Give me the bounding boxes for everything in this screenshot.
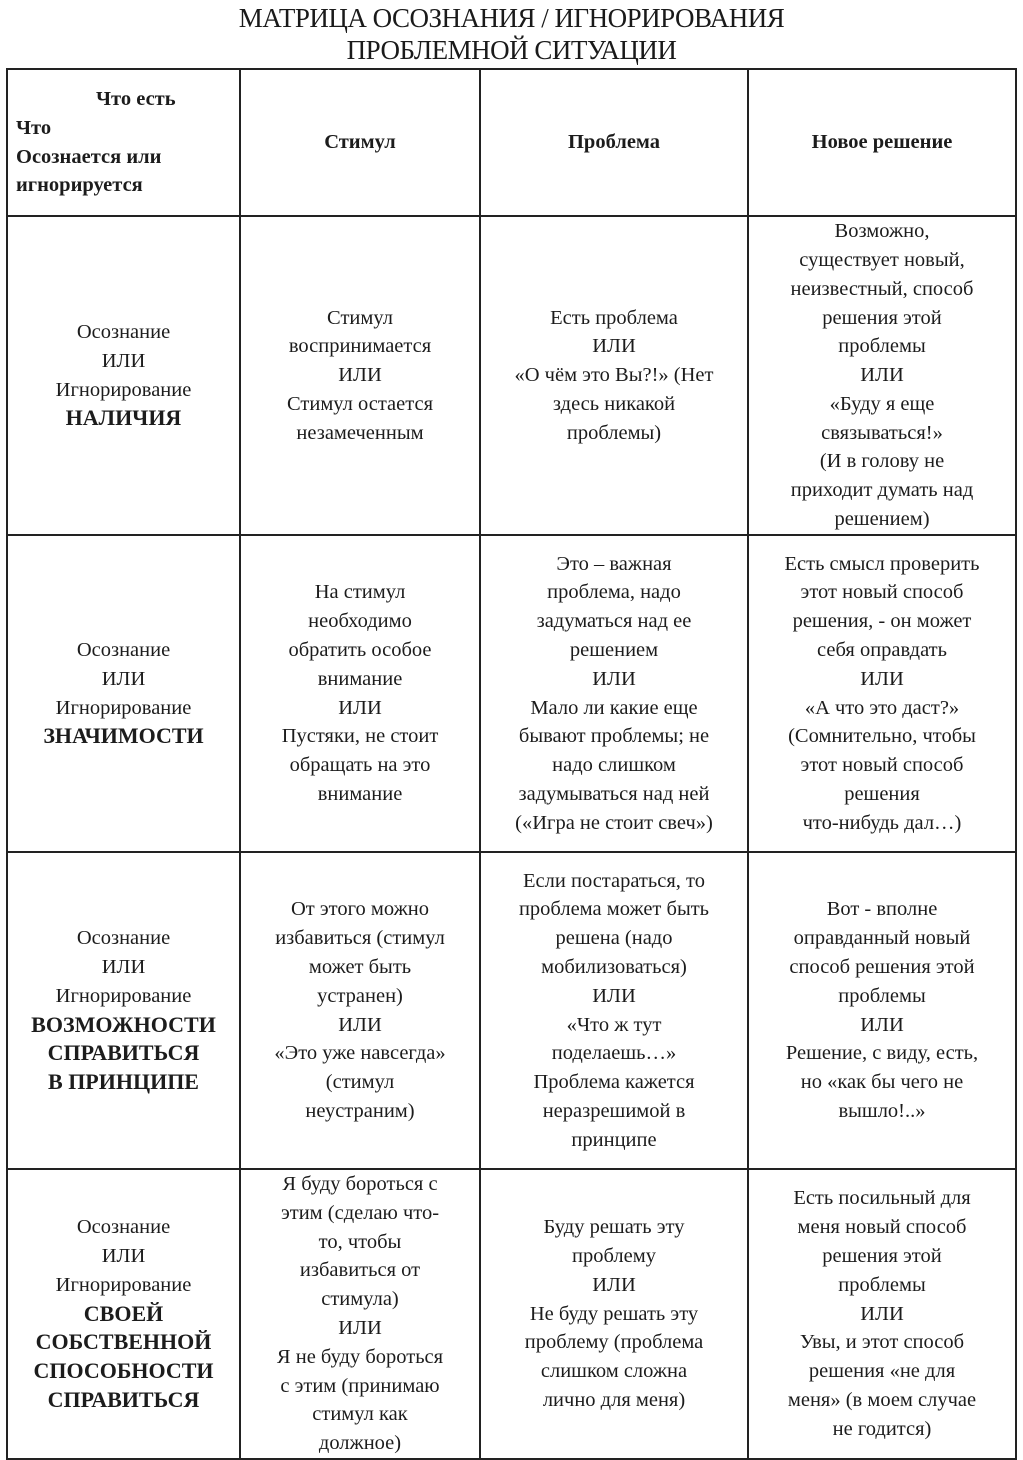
stimulus-line: Пустяки, не стоит [281, 725, 439, 748]
problem-line: задуматься над ее [536, 610, 692, 633]
solution-line: ИЛИ [860, 667, 904, 690]
stimulus-line: воспринимается [288, 335, 432, 358]
stimulus-line: ИЛИ [338, 1316, 382, 1339]
row-keyword: СПРАВИТЬСЯ [47, 1040, 200, 1066]
solution-line: меня» (в моем случае [787, 1388, 977, 1411]
problem-line: Проблема кажется [533, 1071, 695, 1094]
problem-cell [480, 216, 748, 535]
problem-cell [480, 535, 748, 852]
solution-line: этот новый способ [800, 581, 964, 604]
row-label-line: ИЛИ [101, 1244, 146, 1267]
stimulus-line: неустраним) [305, 1099, 415, 1122]
stimulus-cell [240, 216, 480, 535]
problem-line: ИЛИ [592, 984, 636, 1007]
corner-line-4: игнорируется [16, 174, 143, 197]
solution-line: «Буду я еще [829, 392, 935, 415]
stimulus-line: Я буду бороться с [282, 1173, 438, 1195]
problem-line: ИЛИ [592, 1273, 636, 1296]
solution-line: решения, - он может [792, 610, 972, 633]
stimulus-line: необходимо [308, 610, 412, 633]
stimulus-line: Стимул [327, 306, 393, 329]
row-label-cell [7, 852, 240, 1169]
stimulus-line: ИЛИ [338, 696, 382, 719]
stimulus-line: (стимул [325, 1071, 395, 1094]
problem-line: («Игра не стоит свеч») [515, 811, 713, 834]
solution-line: Вот - вполне [826, 898, 938, 921]
stimulus-line: «Это уже навсегда» [274, 1042, 446, 1065]
solution-line: что-нибудь дал…) [802, 811, 962, 834]
problem-line: задумываться над ней [518, 782, 710, 805]
row-keyword: СОБСТВЕННОЙ [35, 1329, 212, 1355]
solution-cell [748, 1169, 1016, 1459]
solution-line: (И в голову не [819, 450, 945, 473]
corner-line-3: Осознается или [16, 145, 162, 168]
stimulus-line: ИЛИ [338, 364, 382, 387]
solution-line: не годится) [832, 1417, 932, 1440]
solution-line: решения этой [822, 1244, 942, 1267]
row-keyword: ВОЗМОЖНОСТИ [31, 1011, 216, 1037]
solution-line: оправданный новый [793, 927, 971, 950]
problem-line: бывают проблемы; не [518, 725, 710, 748]
row-label-line: Осознание [76, 1216, 171, 1239]
stimulus-cell [240, 535, 480, 852]
solution-line: проблемы [838, 335, 926, 358]
column-header-solution: Новое решение [748, 69, 1016, 216]
problem-line: Не буду решать эту [529, 1302, 699, 1325]
problem-line: поделаешь…» [551, 1042, 677, 1065]
problem-line: «О чём это Вы?!» (Нет [514, 364, 714, 387]
solution-line: но «как бы чего не [800, 1071, 964, 1094]
solution-line: ИЛИ [860, 1013, 904, 1036]
problem-line: ИЛИ [592, 667, 636, 690]
solution-line: Увы, и этот способ [799, 1331, 965, 1354]
solution-cell [748, 535, 1016, 852]
row-label-cell [7, 535, 240, 852]
problem-line: решением [569, 638, 659, 661]
title-line-2: ПРОБЛЕМНОЙ СИТУАЦИИ [346, 35, 677, 65]
problem-line: проблема может быть [518, 898, 710, 921]
problem-line: мобилизоваться) [541, 955, 687, 978]
stimulus-line: может быть [308, 955, 412, 978]
stimulus-line: этим (сделаю что- [280, 1201, 440, 1224]
problem-line: проблемы) [566, 421, 662, 444]
row-label-line: Игнорирование [55, 696, 192, 719]
stimulus-line: должное) [318, 1432, 402, 1455]
row-label-line: ИЛИ [101, 667, 146, 690]
corner-line-1: Что есть [96, 87, 176, 110]
solution-line: меня новый способ [797, 1216, 967, 1239]
matrix-row [7, 216, 1016, 535]
row-keyword: В ПРИНЦИПЕ [48, 1069, 199, 1095]
corner-line-2: Что [16, 116, 52, 139]
row-label-line: Осознание [76, 320, 171, 343]
row-keyword: СПОСОБНОСТИ [33, 1358, 214, 1384]
solution-line: решения этой [822, 306, 942, 329]
stimulus-line: избавиться от [299, 1259, 421, 1282]
matrix-row [7, 852, 1016, 1169]
solution-line: (Сомнительно, чтобы [788, 725, 976, 748]
solution-line: решением) [834, 508, 930, 531]
solution-line: существует новый, [799, 248, 965, 271]
problem-line: Мало ли какие еще [530, 696, 698, 719]
stimulus-line: с этим (принимаю [280, 1374, 440, 1397]
solution-line: Возможно, [834, 220, 930, 243]
problem-line: проблема, надо [547, 581, 681, 604]
stimulus-line: От этого можно [291, 898, 429, 921]
row-label-line: Осознание [76, 638, 171, 661]
solution-line: Решение, с виду, есть, [785, 1042, 979, 1065]
solution-line: решения «не для [808, 1360, 956, 1383]
solution-line: проблемы [838, 1273, 926, 1296]
stimulus-line: стимул как [312, 1403, 408, 1426]
column-header-problem: Проблема [480, 69, 748, 216]
problem-line: «Что ж тут [566, 1013, 662, 1036]
stimulus-line: обращать на это [289, 754, 431, 777]
stimulus-line: Я не буду бороться [276, 1345, 444, 1368]
stimulus-line: устранен) [317, 984, 403, 1007]
column-header-stimulus: Стимул [240, 69, 480, 216]
solution-line: вышло!..» [838, 1099, 926, 1122]
solution-line: Есть смысл проверить [784, 552, 980, 575]
row-keyword: НАЛИЧИЯ [65, 405, 182, 431]
problem-cell [480, 1169, 748, 1459]
solution-line: себя оправдать [817, 638, 947, 661]
stimulus-line: стимула) [321, 1288, 399, 1311]
stimulus-line: избавиться (стимул [275, 927, 445, 950]
solution-line: решения [844, 782, 920, 805]
problem-line: надо слишком [552, 754, 676, 777]
stimulus-cell [240, 1169, 480, 1459]
stimulus-line: На стимул [314, 581, 406, 604]
problem-line: проблему [572, 1244, 656, 1267]
row-keyword: СПРАВИТЬСЯ [47, 1386, 200, 1412]
problem-line: Есть проблема [550, 306, 678, 329]
problem-line: неразрешимой в [542, 1099, 686, 1122]
problem-line: слишком сложна [540, 1360, 688, 1383]
stimulus-line: внимание [317, 782, 403, 805]
row-label-cell [7, 216, 240, 535]
stimulus-line: ИЛИ [338, 1013, 382, 1036]
document-title [0, 2, 1023, 66]
solution-line: «А что это даст?» [804, 696, 960, 719]
row-label-line: Игнорирование [55, 1273, 192, 1296]
row-keyword: ЗНАЧИМОСТИ [43, 723, 204, 749]
solution-line: приходит думать над [790, 479, 974, 502]
solution-line: ИЛИ [860, 1302, 904, 1325]
solution-line: Есть посильный для [793, 1187, 971, 1210]
awareness-matrix-table [6, 68, 1017, 1460]
stimulus-line: обратить особое [288, 638, 432, 661]
solution-line: неизвестный, способ [790, 277, 974, 300]
solution-line: этот новый способ [800, 754, 964, 777]
solution-line: проблемы [838, 984, 926, 1007]
row-label-line: ИЛИ [101, 349, 146, 372]
row-keyword: СВОЕЙ [83, 1300, 164, 1326]
solution-cell [748, 852, 1016, 1169]
stimulus-line: Стимул остается [286, 392, 433, 415]
problem-cell [480, 852, 748, 1169]
title-line-1: МАТРИЦА ОСОЗНАНИЯ / ИГНОРИРОВАНИЯ [238, 3, 785, 33]
problem-line: Буду решать эту [543, 1216, 685, 1239]
problem-line: решена (надо [555, 927, 673, 950]
row-label-line: Игнорирование [55, 984, 192, 1007]
solution-line: способ решения этой [789, 955, 975, 978]
header-row [7, 69, 1016, 216]
problem-line: лично для меня) [542, 1388, 686, 1411]
matrix-row [7, 1169, 1016, 1459]
stimulus-cell [240, 852, 480, 1169]
problem-line: принципе [571, 1128, 657, 1151]
solution-line: связываться!» [821, 421, 943, 444]
stimulus-line: незамеченным [296, 421, 424, 444]
stimulus-line: внимание [317, 667, 403, 690]
row-label-line: ИЛИ [101, 955, 146, 978]
problem-line: ИЛИ [592, 335, 636, 358]
solution-cell [748, 216, 1016, 535]
row-label-cell [7, 1169, 240, 1459]
header-corner-cell [7, 69, 240, 216]
problem-line: здесь никакой [552, 392, 676, 415]
problem-line: проблему (проблема [524, 1331, 704, 1354]
matrix-row [7, 535, 1016, 852]
row-label-line: Игнорирование [55, 378, 192, 401]
row-label-line: Осознание [76, 927, 171, 950]
problem-line: Если постараться, то [523, 869, 705, 892]
stimulus-line: то, чтобы [318, 1230, 402, 1253]
problem-line: Это – важная [556, 552, 672, 575]
solution-line: ИЛИ [860, 364, 904, 387]
